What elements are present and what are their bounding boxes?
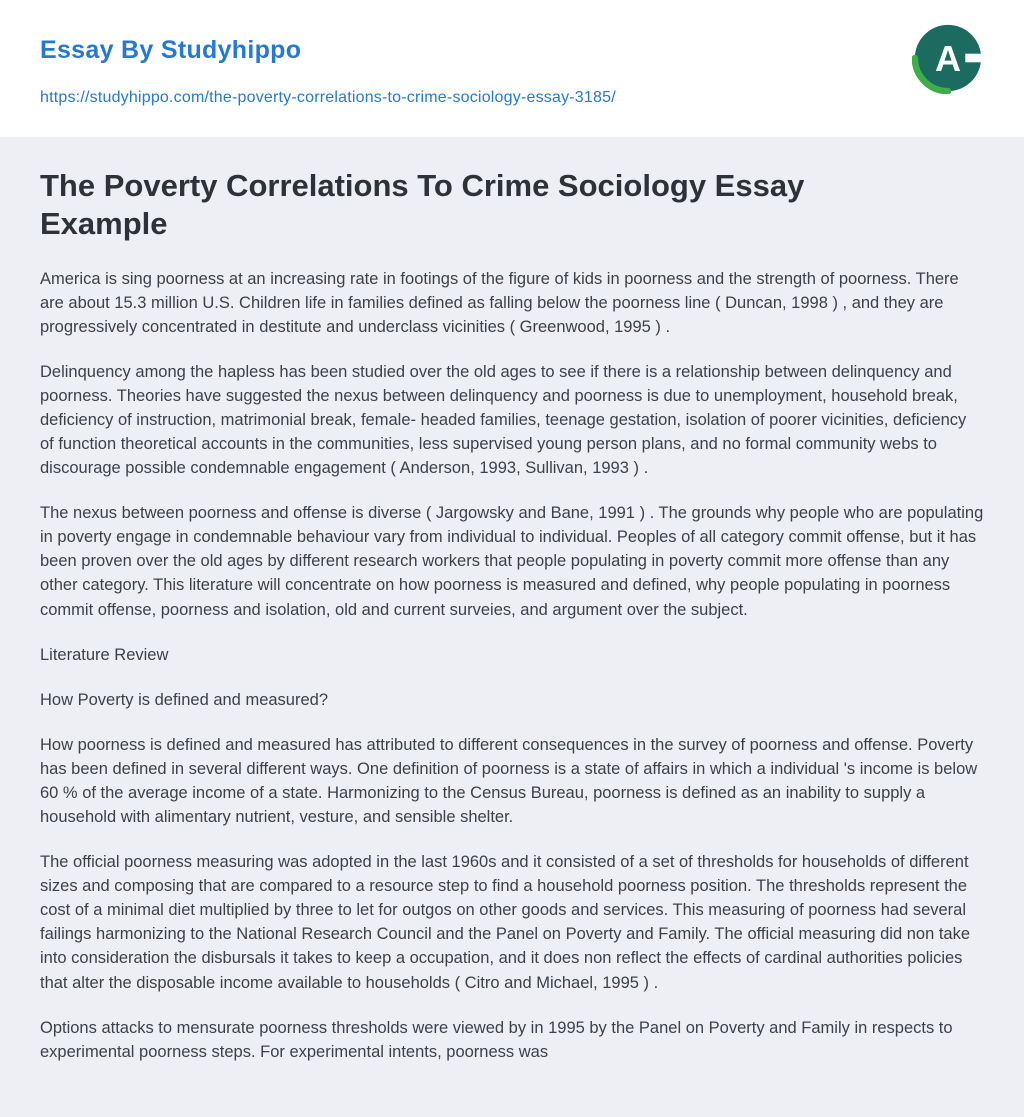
logo-letter: A [935,37,961,79]
essay-paragraph: The nexus between poorness and offense is diverse ( Jargowsky and Bane, 1991 ) . The grounds why people who are populating in poverty engage in condemnable behaviour vary from individual to individual. Peoples of all category commit offense, but it has been proven over the old ages by different research workers that people populating in poverty commit more offense than any other category. This literature will concentrate on how poorness is measured and defined, why people populating in poorness commit offense, poorness and isolation, old and current surveies, and argument over the subject. [40,504,984,619]
essay-paragraph: Literature Review [40,645,169,664]
essay-paragraph: America is sing poorness at an increasing rate in footings of the figure of kids in poorness and the strength of poorness. There are about 15.3 million U.S. Children life in families defined as falling below the poorness line ( Duncan, 1998 ) , and they are progressively concentrated in destitute and underclass vicinities ( Greenwood, 1995 ) . [40,269,959,336]
essay-paragraph: The official poorness measuring was adopted in the last 1960s and it consisted of a set of thresholds for households of different sizes and composing that are compared to a resource step to find a household poorness position. The thresholds represent the cost of a minimal diet multiplied by three to let for outgos on other goods and services. This measuring of poorness had several failings harmonizing to the National Research Council and the Panel on Poverty and Family. The official measuring did non take into consideration the disbursals it takes to keep a occupation, and it does non reflect the effects of cardinal authorities policies that alter the disposable income available to households ( Citro and Michael, 1995 ) . [40,853,971,992]
source-url-link[interactable]: https://studyhippo.com/the-poverty-correlations-to-crime-sociology-essay-3185/ [40,89,616,106]
site-title: Essay By Studyhippo [40,36,302,64]
essay-paragraph: How Poverty is defined and measured? [40,690,328,709]
studyhippo-logo [912,22,984,94]
essay-paragraph: Options attacks to mensurate poorness thresholds were viewed by in 1995 by the Panel on Poverty and Family in respects to experimental poorness steps. For experimental intents, poorness was [40,1018,953,1061]
essay-paragraph: How poorness is defined and measured has attributed to different consequences in the survey of poorness and offense. Poverty has been defined in several different ways. One definition of poorness is a state of affairs in which a individual 's income is below 60 % of the average income of a state. Harmonizing to the Census Bureau, poorness is defined as an inability to supply a household with alimentary nutrient, vesture, and sensible shelter. [40,735,978,827]
essay-content [0,137,1024,1117]
page-header [0,0,1024,137]
essay-title: The Poverty Correlations To Crime Sociology Essay Example [40,168,805,241]
essay-paragraph: Delinquency among the hapless has been studied over the old ages to see if there is a relationship between delinquency and poorness. Theories have suggested the nexus between delinquency and poorness is due to unemployment, household break, deficiency of instruction, matrimonial break, female- headed families, teenage gestation, isolation of poorer vicinities, deficiency of function theoretical accounts in the communities, less supervised young person plans, and no formal community webs to discourage possible condemnable engagement ( Anderson, 1993, Sullivan, 1993 ) . [40,362,967,478]
studyhippo-logo-icon [912,22,984,94]
